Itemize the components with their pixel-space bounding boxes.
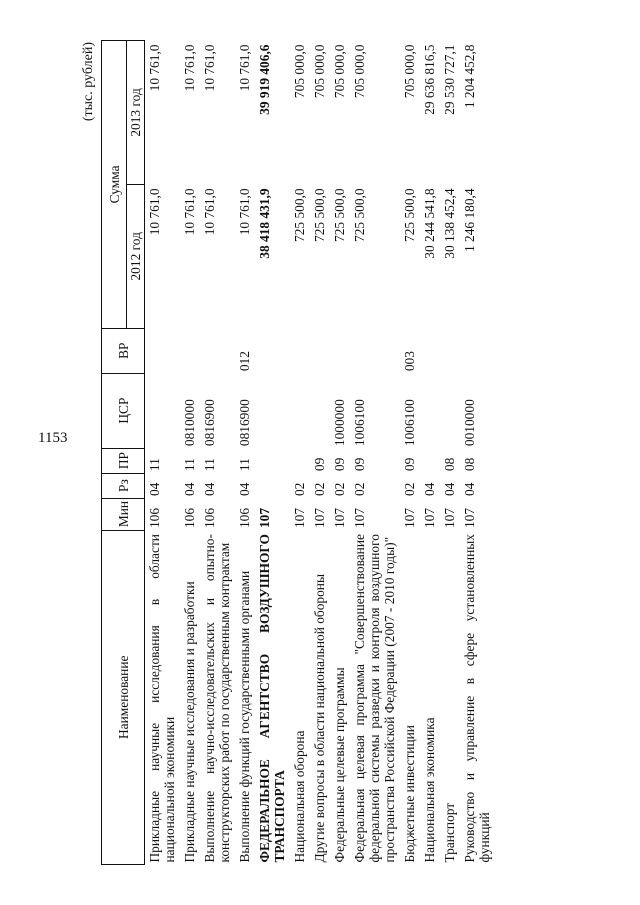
- header-pr: ПР: [102, 448, 145, 473]
- cell-rz: 02: [312, 482, 327, 497]
- header-min: Мин: [102, 498, 145, 530]
- cell-2012: 725 500,0: [312, 188, 327, 242]
- cell-2013: 705 000,0: [312, 44, 327, 99]
- table-row: [200, 41, 235, 865]
- cell-pr: 09: [402, 457, 417, 472]
- cell-pr: 08: [462, 457, 477, 472]
- cell-2013: 705 000,0: [352, 44, 367, 99]
- cell-2012: 1 246 180,4: [462, 188, 477, 252]
- cell-2013: 29 636 816,5: [422, 44, 437, 115]
- cell-csr: [145, 373, 181, 448]
- cell-min: 106: [237, 507, 252, 529]
- cell-pr: 09: [312, 457, 327, 472]
- cell-2012: 10 761,0: [237, 188, 252, 236]
- cell-min: 106: [147, 507, 162, 529]
- table-row: [255, 41, 290, 865]
- cell-vr: [420, 328, 440, 373]
- cell-2013: 705 000,0: [292, 44, 307, 99]
- cell-vr: [200, 328, 235, 373]
- cell-pr: 11: [147, 458, 162, 472]
- table-row: [235, 41, 255, 865]
- cell-rz: 04: [202, 482, 217, 497]
- cell-2012: 10 761,0: [182, 188, 197, 236]
- cell-csr: [420, 373, 440, 448]
- header-sum: Сумма: [102, 41, 127, 329]
- cell-2013: 705 000,0: [402, 44, 417, 99]
- cell-csr: 1006100: [352, 399, 367, 447]
- table-row: [330, 41, 350, 865]
- cell-name: Прикладные научные исследования и разработки: [182, 581, 197, 863]
- cell-vr: [460, 328, 495, 373]
- cell-2013: 10 761,0: [237, 44, 252, 92]
- cell-rz: [255, 473, 290, 498]
- units-label: (тыс. рублей): [81, 42, 96, 122]
- header-rz: Рз: [102, 473, 145, 498]
- cell-vr: [310, 328, 330, 373]
- cell-2012: 725 500,0: [402, 188, 417, 242]
- cell-vr: 003: [402, 351, 417, 372]
- cell-2012: 30 244 541,8: [422, 188, 437, 259]
- table-row: [145, 41, 181, 865]
- header-csr: ЦСР: [102, 373, 145, 448]
- cell-min: 107: [257, 507, 272, 529]
- table-row: [350, 41, 400, 865]
- cell-min: 106: [202, 507, 217, 529]
- header-vr: ВР: [102, 328, 145, 373]
- cell-2012: 725 500,0: [352, 188, 367, 242]
- cell-2013: 29 530 727,1: [442, 44, 457, 115]
- cell-name: Национальная оборона: [292, 730, 307, 863]
- cell-pr: 11: [182, 458, 197, 472]
- cell-pr: 08: [442, 457, 457, 472]
- cell-name: Транспорт: [442, 802, 457, 863]
- cell-2012: 38 418 431,9: [257, 188, 272, 259]
- cell-rz: 02: [352, 482, 367, 497]
- cell-2012: 725 500,0: [292, 188, 307, 242]
- cell-vr: [350, 328, 400, 373]
- cell-2013: 1 204 452,8: [462, 44, 477, 109]
- cell-min: 107: [332, 507, 347, 529]
- cell-csr: [255, 373, 290, 448]
- cell-pr: 09: [332, 457, 347, 472]
- table-row: [310, 41, 330, 865]
- header-name: Наименование: [102, 530, 145, 864]
- cell-csr: 1000000: [332, 399, 347, 447]
- cell-2013: 10 761,0: [182, 44, 197, 92]
- cell-min: 107: [402, 507, 417, 529]
- cell-2012: 10 761,0: [202, 188, 217, 236]
- cell-name: Прикладные научные исследования в области национальной экономики: [147, 534, 177, 863]
- cell-csr: 0810000: [182, 399, 197, 447]
- cell-2012: 10 761,0: [147, 188, 162, 236]
- cell-name: Выполнение функций государственными органами: [237, 570, 252, 863]
- cell-csr: 1006100: [402, 399, 417, 447]
- cell-name: ФЕДЕРАЛЬНОЕ АГЕНТСТВО ВОЗДУШНОГО ТРАНСПОРТА: [257, 534, 287, 863]
- cell-csr: 0010000: [462, 399, 477, 447]
- table-row: [290, 41, 310, 865]
- cell-rz: 04: [422, 482, 437, 497]
- cell-vr: 012: [237, 351, 252, 372]
- table-row: [420, 41, 440, 865]
- cell-min: 106: [182, 507, 197, 529]
- cell-vr: [180, 328, 200, 373]
- header-2013: 2013 год: [127, 41, 145, 185]
- cell-min: 107: [352, 507, 367, 529]
- cell-rz: 02: [332, 482, 347, 497]
- cell-2012: 30 138 452,4: [442, 188, 457, 259]
- cell-rz: 04: [182, 482, 197, 497]
- cell-vr: [145, 328, 181, 373]
- cell-pr: [255, 448, 290, 473]
- table-row: [460, 41, 495, 865]
- cell-name: Бюджетные инвестиции: [402, 725, 417, 863]
- cell-2013: 10 761,0: [202, 44, 217, 92]
- cell-rz: 04: [147, 482, 162, 497]
- cell-pr: [290, 448, 310, 473]
- cell-rz: 04: [442, 482, 457, 497]
- cell-min: 107: [422, 507, 437, 529]
- cell-vr: [440, 328, 460, 373]
- cell-min: 107: [462, 507, 477, 529]
- cell-min: 107: [442, 507, 457, 529]
- cell-pr: 11: [202, 458, 217, 472]
- cell-rz: 02: [402, 482, 417, 497]
- cell-2013: 39 919 406,6: [257, 44, 272, 115]
- table-row: [180, 41, 200, 865]
- cell-2012: 725 500,0: [332, 188, 347, 242]
- cell-csr: [310, 373, 330, 448]
- cell-name: Руководство и управление в сфере установленных функций: [462, 534, 492, 863]
- cell-vr: [330, 328, 350, 373]
- cell-name: Выполнение научно-исследовательских и опытно-конструкторских работ по государственным контрактам: [202, 534, 232, 863]
- cell-min: 107: [292, 507, 307, 529]
- cell-pr: 09: [352, 457, 367, 472]
- cell-min: 107: [312, 507, 327, 529]
- cell-rz: 02: [292, 482, 307, 497]
- cell-rz: 04: [462, 482, 477, 497]
- cell-name: Федеральная целевая программа "Совершенствование федеральной системы разведки и контроля воздушного пространства Российской Федерации (2007 - 2010 годы)": [352, 534, 397, 863]
- cell-rz: 04: [237, 482, 252, 497]
- cell-2013: 705 000,0: [332, 44, 347, 99]
- page-number: 1153: [38, 430, 68, 446]
- cell-name: Федеральные целевые программы: [332, 667, 347, 863]
- table-body: [145, 41, 496, 865]
- table-row: [440, 41, 460, 865]
- cell-csr: 0816900: [202, 399, 217, 447]
- cell-pr: 11: [237, 458, 252, 472]
- cell-csr: [440, 373, 460, 448]
- cell-csr: 0816900: [237, 399, 252, 447]
- table-row: [400, 41, 420, 865]
- cell-2013: 10 761,0: [147, 44, 162, 92]
- rotated-page-content: [75, 40, 635, 865]
- cell-vr: [255, 328, 290, 373]
- cell-name: Другие вопросы в области национальной обороны: [312, 574, 327, 863]
- budget-table: [101, 40, 495, 865]
- cell-csr: [290, 373, 310, 448]
- cell-name: Национальная экономика: [422, 717, 437, 863]
- cell-pr: [420, 448, 440, 473]
- header-2012: 2012 год: [127, 184, 145, 328]
- cell-vr: [290, 328, 310, 373]
